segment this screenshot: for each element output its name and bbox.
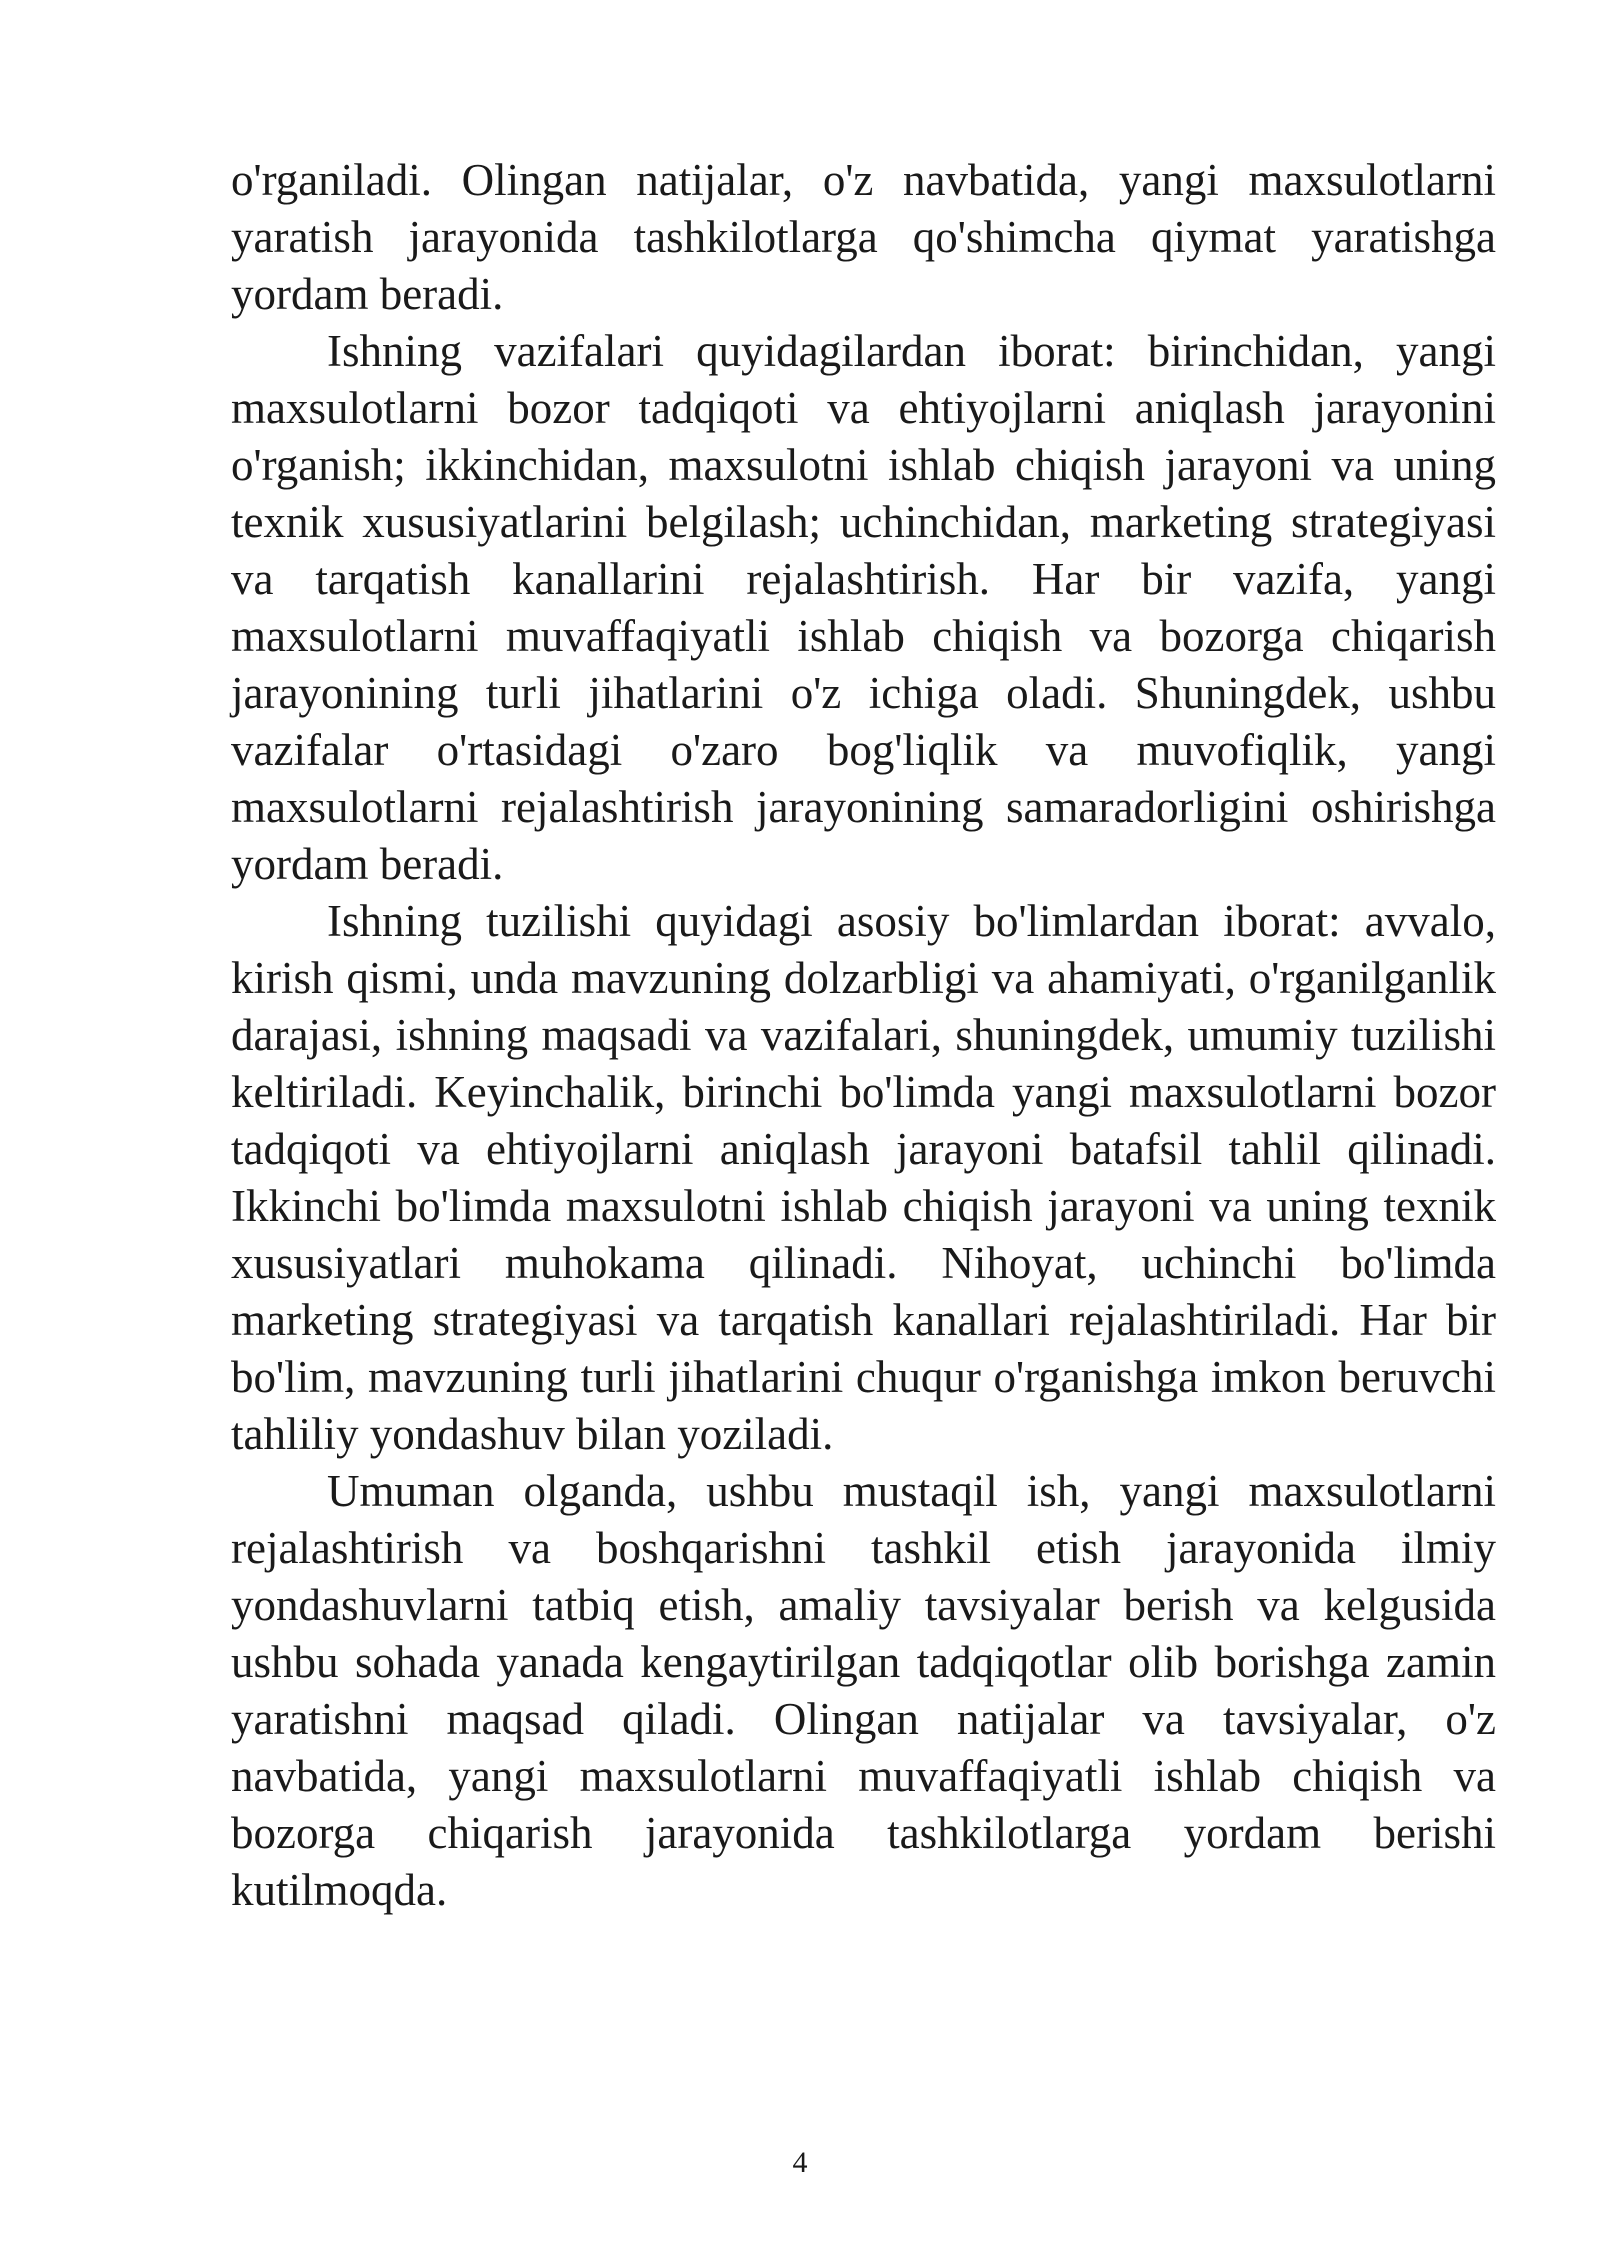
- paragraph-tasks: Ishning vazifalari quyidagilardan iborat: birinchidan, yangi maxsulotlarni bozor tadqiqoti va ehtiyojlarni aniqlash jarayonini o'rganish; ikkinchidan, maxsulotni ishlab chiqish jarayoni va uning texnik xususiyatlarini belgilash; uchinchidan, marketing strategiyasi va tarqatish kanallarini rejalashtirish. Har bir vazifa, yangi maxsulotlarni muvaffaqiyatli ishlab chiqish va bozorga chiqarish jarayonining turli jihatlarini o'z ichiga oladi. Shuningdek, ushbu vazifalar o'rtasidagi o'zaro bog'liqlik va muvofiqlik, yangi maxsulotlarni rejalashtirish jarayonining samaradorligini oshirishga yordam beradi.: [231, 326, 1496, 889]
- paragraph-conclusion: Umuman olganda, ushbu mustaqil ish, yangi maxsulotlarni rejalashtirish va boshqarishni tashkil etish jarayonida ilmiy yondashuvlarni tatbiq etish, amaliy tavsiyalar berish va kelgusida ushbu sohada yanada kengaytirilgan tadqiqotlar olib borishga zamin yaratishni maqsad qiladi. Olingan natijalar va tavsiyalar, o'z navbatida, yangi maxsulotlarni muvaffaqiyatli ishlab chiqish va bozorga chiqarish jarayonida tashkilotlarga yordam berishi kutilmoqda.: [231, 1466, 1496, 1915]
- page-number: 4: [792, 2146, 808, 2179]
- paragraph-structure: Ishning tuzilishi quyidagi asosiy bo'limlardan iborat: avvalo, kirish qismi, unda mavzuning dolzarbligi va ahamiyati, o'rganilganlik darajasi, ishning maqsadi va vazifalari, shuningdek, umumiy tuzilishi keltiriladi. Keyinchalik, birinchi bo'limda yangi maxsulotlarni bozor tadqiqoti va ehtiyojlarni aniqlash jarayoni batafsil tahlil qilinadi. Ikkinchi bo'limda maxsulotni ishlab chiqish jarayoni va uning texnik xususiyatlari muhokama qilinadi. Nihoyat, uchinchi bo'limda marketing strategiyasi va tarqatish kanallari rejalashtiriladi. Har bir bo'lim, mavzuning turli jihatlarini chuqur o'rganishga imkon beruvchi tahliliy yondashuv bilan yoziladi.: [231, 896, 1496, 1459]
- text-body: [231, 152, 1496, 1919]
- paragraph-continuation: o'rganiladi. Olingan natijalar, o'z navbatida, yangi maxsulotlarni yaratish jarayonida tashkilotlarga qo'shimcha qiymat yaratishga yordam beradi.: [231, 155, 1496, 319]
